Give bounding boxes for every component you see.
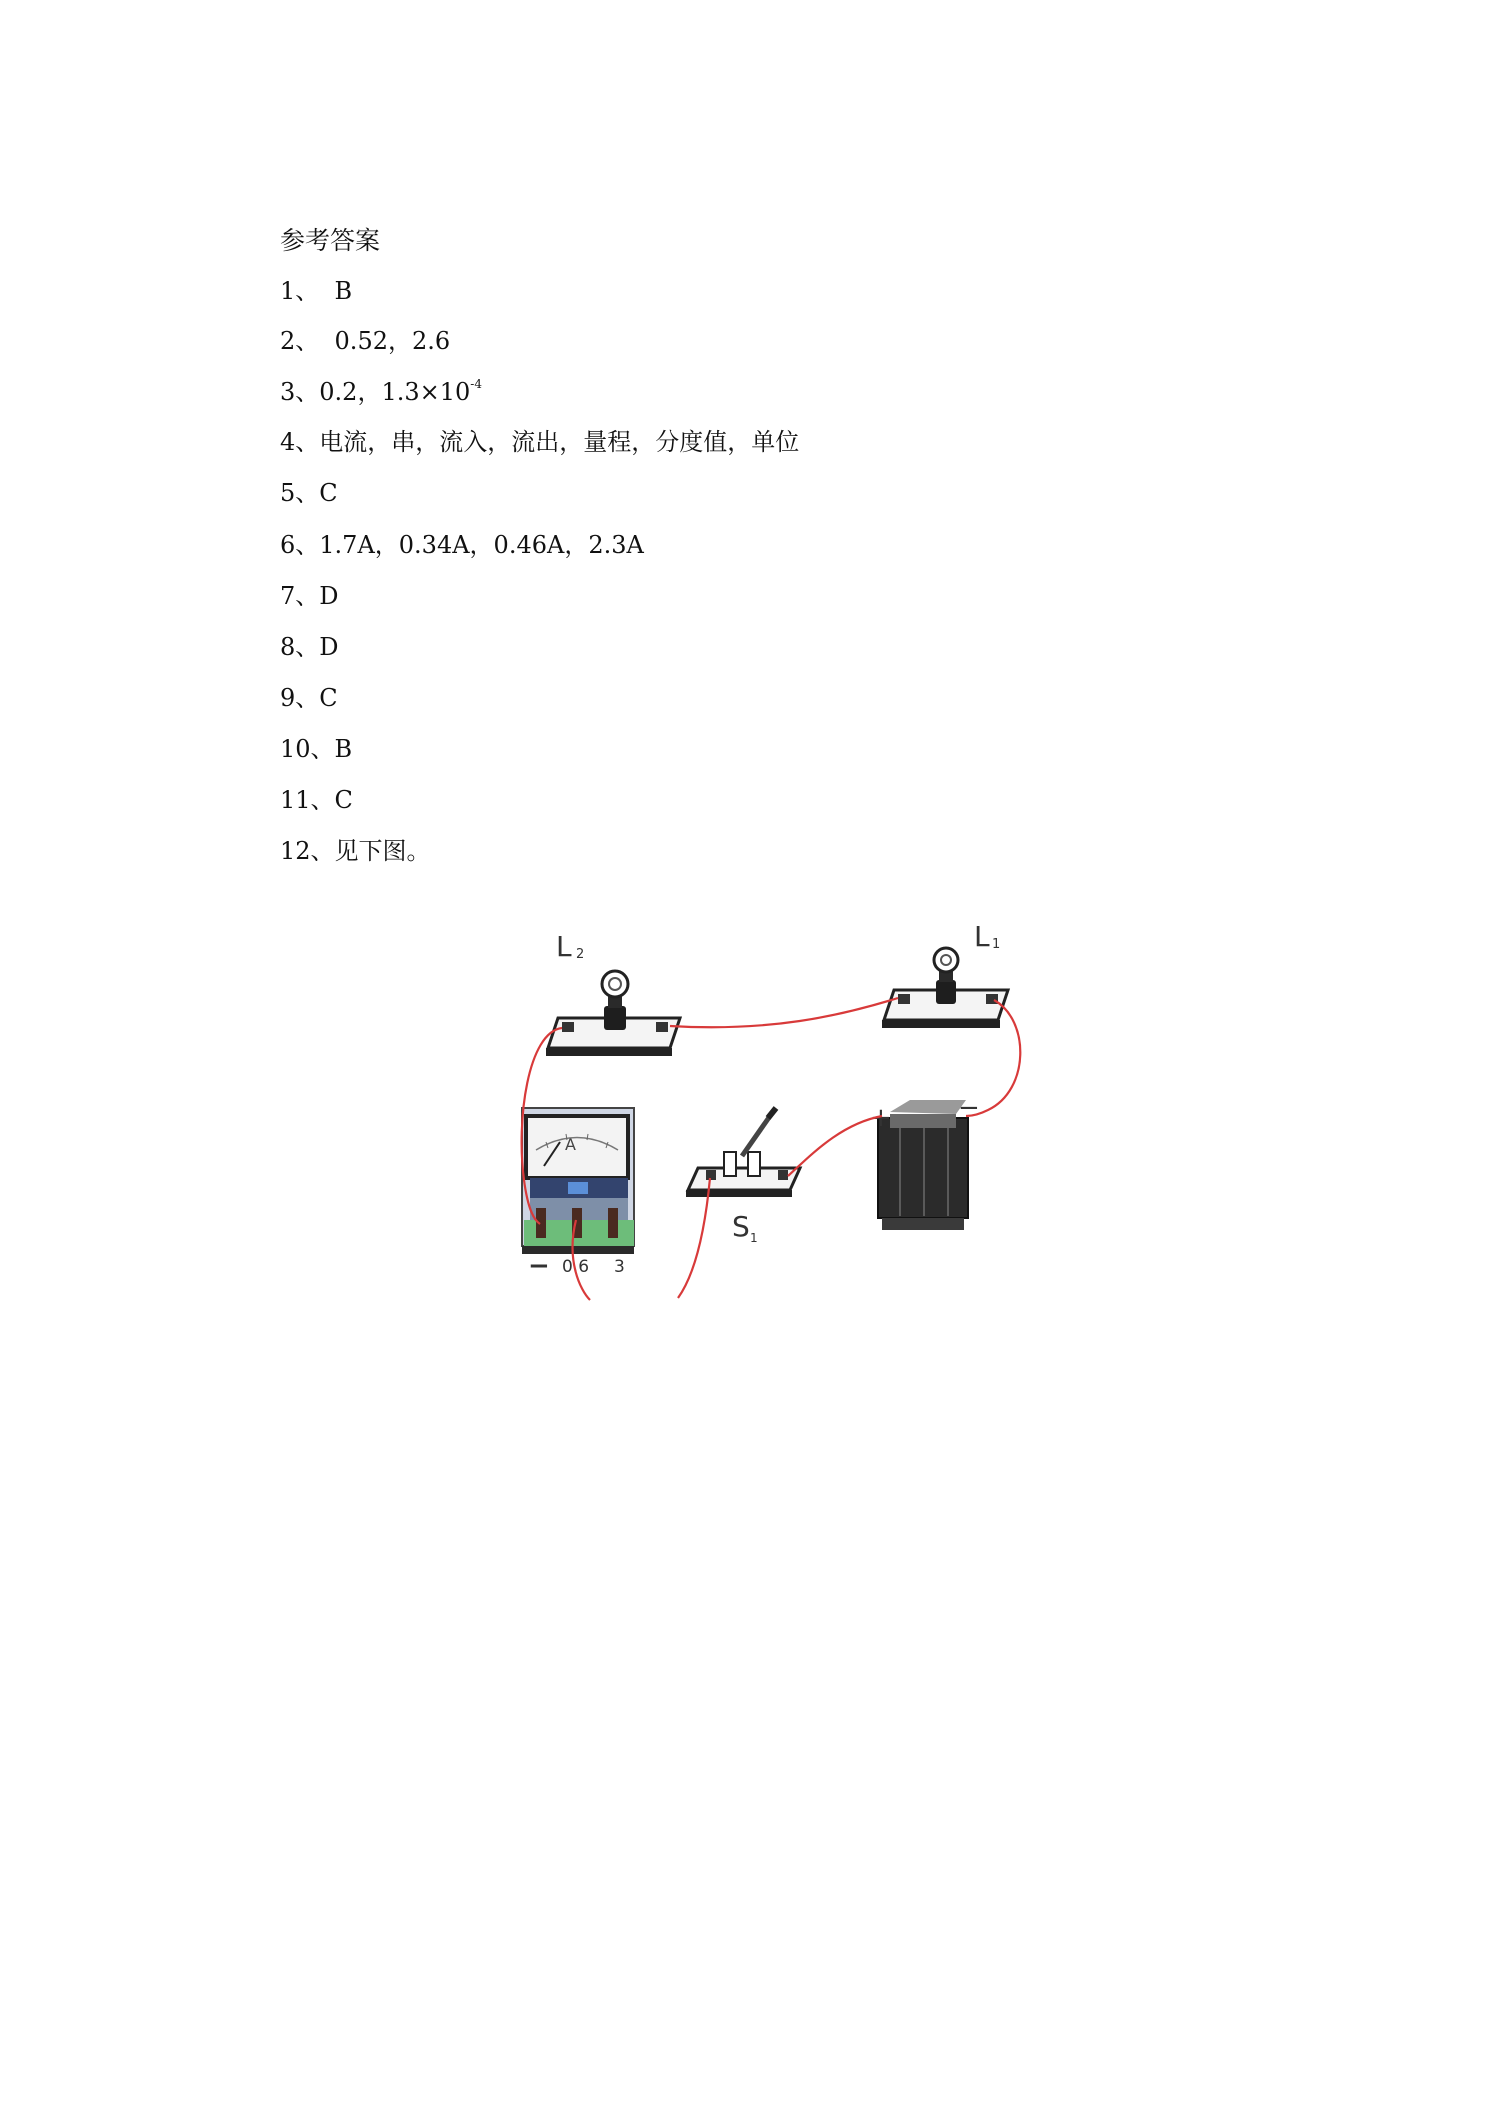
ammeter xyxy=(522,1108,634,1254)
answer-number: 2 xyxy=(280,327,296,355)
answer-separator: 、 xyxy=(310,786,335,814)
answer-text: 电流，串，流入，流出，量程，分度值，单位 xyxy=(319,428,800,456)
answer-text: 0.2，1.3×10 xyxy=(319,378,471,406)
answer-text: 见下图。 xyxy=(334,837,431,865)
page-heading: 参考答案 xyxy=(280,226,381,255)
answer-number: 6 xyxy=(280,531,296,559)
answer-item-11 xyxy=(280,785,353,815)
lamp-l1-label: L xyxy=(974,920,990,953)
lamp-l1 xyxy=(882,948,1008,1028)
answer-text: D xyxy=(319,633,339,661)
answer-number: 1 xyxy=(280,277,296,305)
lamp-l1-subscript: 1 xyxy=(992,937,1001,952)
battery-plus-sign: + xyxy=(870,1103,892,1133)
lamp-l2-label: L xyxy=(556,930,572,963)
answer-number: 10 xyxy=(280,735,311,763)
lamp-l2 xyxy=(546,971,680,1056)
answer-item-10 xyxy=(280,734,352,764)
answer-number: 9 xyxy=(280,684,296,712)
circuit-figure xyxy=(510,920,1070,1320)
answer-item-9 xyxy=(280,683,338,713)
answer-item-2 xyxy=(280,326,450,356)
answer-number: 5 xyxy=(280,479,296,507)
answer-text: B xyxy=(319,277,353,305)
answer-separator: 、 xyxy=(295,428,320,456)
answer-item-12 xyxy=(280,836,431,866)
answer-number: 7 xyxy=(280,582,296,610)
ammeter-face-label: A xyxy=(565,1135,576,1154)
answer-item-6 xyxy=(280,530,644,560)
wire-l2-to-l1 xyxy=(670,998,898,1027)
answer-text: C xyxy=(319,479,338,507)
answer-text: C xyxy=(319,684,338,712)
switch-s1-label: S xyxy=(732,1210,750,1243)
answer-item-1 xyxy=(280,276,352,306)
answer-separator: 、 xyxy=(295,277,320,305)
answer-separator: 、 xyxy=(295,633,320,661)
answer-exponent: -4 xyxy=(470,377,482,391)
answer-number: 4 xyxy=(280,428,296,456)
answer-text: C xyxy=(334,786,353,814)
answer-separator: 、 xyxy=(295,327,320,355)
answer-number: 11 xyxy=(280,786,311,814)
answer-separator: 、 xyxy=(295,582,320,610)
answer-item-3 xyxy=(280,377,482,407)
answer-item-8 xyxy=(280,632,339,662)
answer-separator: 、 xyxy=(295,684,320,712)
answer-separator: 、 xyxy=(310,837,335,865)
ammeter-negative-terminal: − xyxy=(528,1251,550,1281)
circuit-diagram xyxy=(510,920,1070,1320)
answer-item-4 xyxy=(280,427,799,457)
answer-separator: 、 xyxy=(295,531,320,559)
answer-text: 0.52，2.6 xyxy=(319,327,451,355)
answer-number: 8 xyxy=(280,633,296,661)
answer-separator: 、 xyxy=(295,378,320,406)
answer-item-7 xyxy=(280,581,339,611)
ammeter-3-terminal: 3 xyxy=(614,1257,625,1277)
switch-s1 xyxy=(686,1108,800,1197)
answer-number: 3 xyxy=(280,378,296,406)
lamp-l2-subscript: 2 xyxy=(576,947,585,962)
answer-text: D xyxy=(319,582,339,610)
switch-s1-subscript: 1 xyxy=(750,1231,758,1245)
ammeter-0.6-terminal: 0.6 xyxy=(562,1257,590,1277)
answer-text: B xyxy=(334,735,353,763)
answer-separator: 、 xyxy=(295,479,320,507)
answer-number: 12 xyxy=(280,837,311,865)
answer-text: 1.7A，0.34A，0.46A，2.3A xyxy=(319,531,644,559)
answer-separator: 、 xyxy=(310,735,335,763)
answer-item-5 xyxy=(280,478,338,508)
battery-minus-sign: − xyxy=(958,1093,980,1123)
